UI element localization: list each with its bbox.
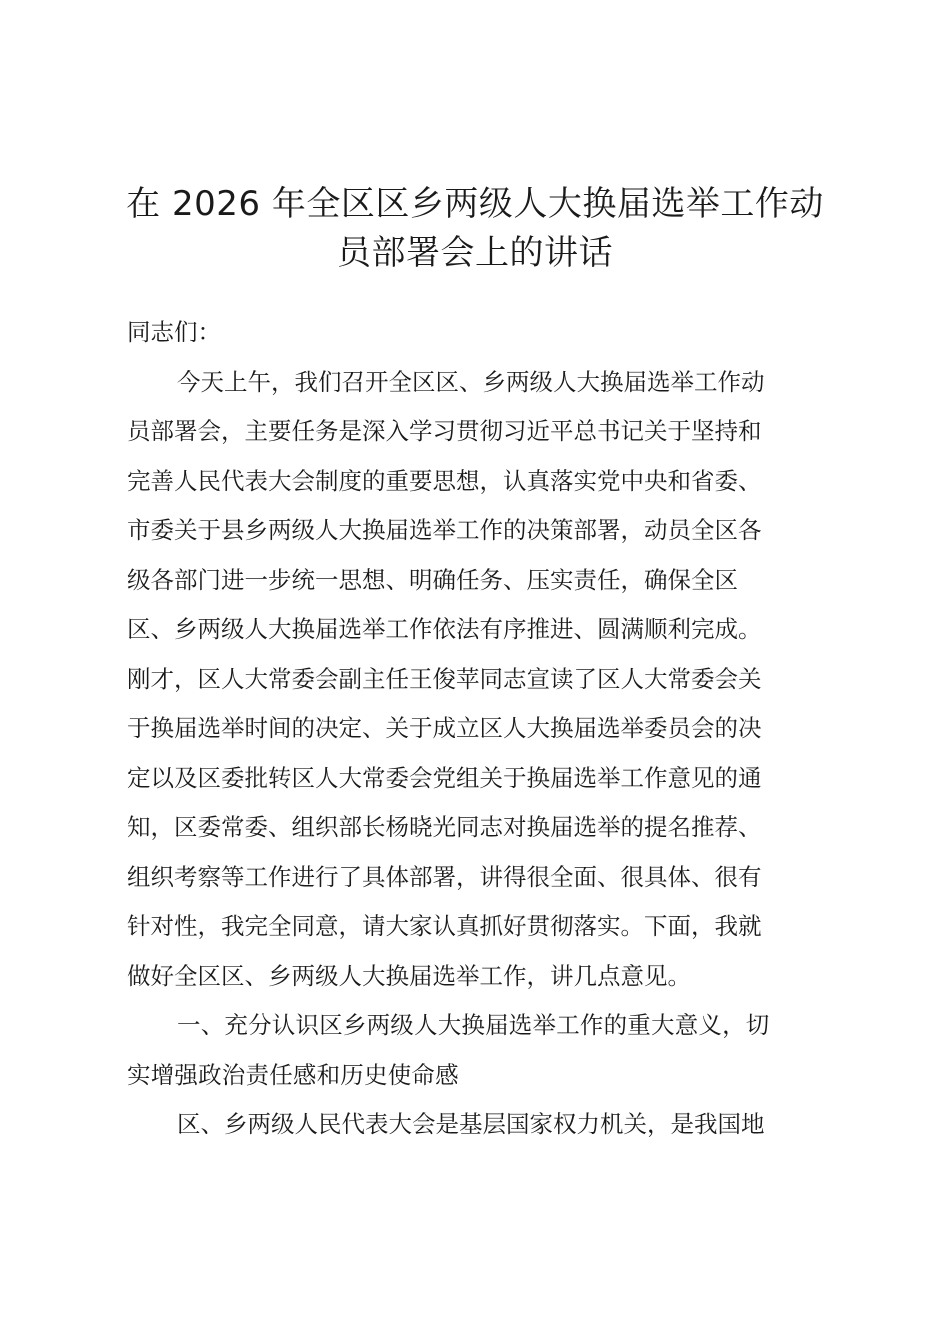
title-line: 在 2026 年全区区乡两级人大换届选举工作动 bbox=[126, 184, 824, 224]
paragraph-line: 员部署会，主要任务是深入学习贯彻习近平总书记关于坚持和 bbox=[127, 417, 762, 445]
paragraph-line: 定以及区委批转区人大常委会党组关于换届选举工作意见的通 bbox=[127, 763, 762, 792]
document-title bbox=[110, 180, 840, 278]
heading-line: 一、充分认识区乡两级人大换届选举工作的重大意义，切 bbox=[177, 1011, 770, 1039]
paragraph-section-1 bbox=[127, 1100, 847, 1150]
heading-line: 实增强政治责任感和历史使命感 bbox=[127, 1060, 459, 1089]
paragraph-line: 完善人民代表大会制度的重要思想，认真落实党中央和省委、 bbox=[127, 466, 762, 495]
paragraph-line: 级各部门进一步统一思想、明确任务、压实责任，确保全区 bbox=[127, 565, 738, 594]
document-body bbox=[127, 308, 847, 1150]
paragraph-line: 组织考察等工作进行了具体部署，讲得很全面、很具体、很有 bbox=[127, 862, 762, 891]
paragraph-line: 市委关于县乡两级人大换届选举工作的决策部署，动员全区各 bbox=[127, 516, 762, 544]
section-heading-1 bbox=[127, 1001, 847, 1100]
paragraph-opening bbox=[127, 358, 847, 1002]
paragraph-line: 今天上午，我们召开全区区、乡两级人大换届选举工作动 bbox=[177, 367, 765, 396]
salutation: 同志们： bbox=[127, 318, 221, 346]
paragraph-line: 区、乡两级人大换届选举工作依法有序推进、圆满顺利完成。 bbox=[127, 615, 762, 643]
title-line: 员部署会上的讲话 bbox=[337, 233, 613, 273]
paragraph-line: 区、乡两级人民代表大会是基层国家权力机关，是我国地 bbox=[177, 1110, 765, 1138]
paragraph-line: 知，区委常委、组织部长杨晓光同志对换届选举的提名推荐、 bbox=[127, 813, 762, 841]
paragraph-line: 于换届选举时间的决定、关于成立区人大换届选举委员会的决 bbox=[127, 714, 762, 742]
paragraph-line: 刚才，区人大常委会副主任王俊苹同志宣读了区人大常委会关 bbox=[127, 664, 762, 693]
paragraph-line: 针对性，我完全同意，请大家认真抓好贯彻落实。下面，我就 bbox=[127, 912, 762, 940]
paragraph-line: 做好全区区、乡两级人大换届选举工作，讲几点意见。 bbox=[127, 961, 691, 990]
